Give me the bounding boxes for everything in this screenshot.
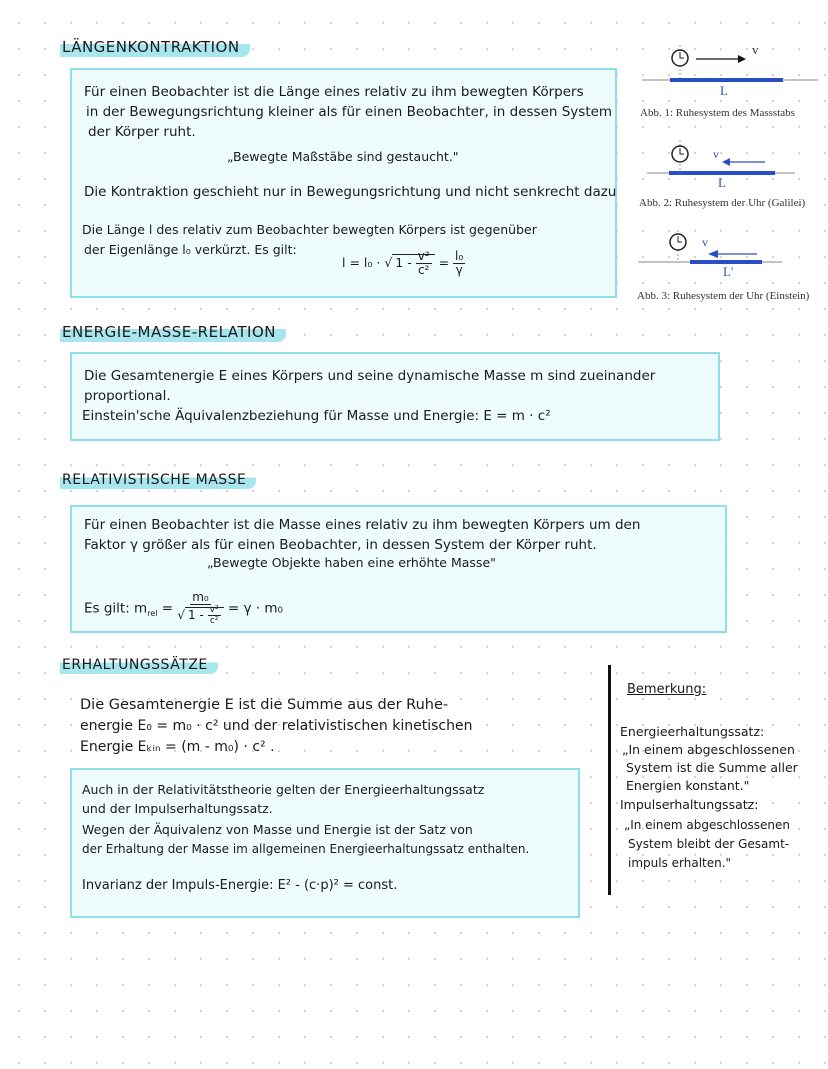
text-line: Die Gesamtenergie E ist die Summe aus der Ruhe- (80, 697, 449, 713)
velocity-label: v (752, 42, 759, 57)
text-line: Wegen der Äquivalenz von Masse und Energie ist der Satz von (82, 822, 473, 837)
text-line: Invarianz der Impuls-Energie: E² - (c·p)² = const. (82, 878, 398, 893)
text-line: Energie Eₖᵢₙ = (m - m₀) · c² . (80, 739, 275, 755)
box-laengenkontraktion (70, 68, 617, 298)
text-line: „In einem abgeschlossenen (624, 818, 790, 832)
box-erhaltungssaetze (70, 768, 580, 918)
text-line: der Körper ruht. (88, 124, 196, 140)
text-line: Impulserhaltungssatz: (620, 797, 759, 812)
text-line: der Eigenlänge l₀ verkürzt. Es gilt: (84, 242, 297, 257)
text-line: „In einem abgeschlossenen (622, 742, 795, 757)
figure-3 (638, 230, 782, 262)
figure-caption: Abb. 1: Ruhesystem des Massstabs (640, 107, 795, 119)
box-energie-masse (70, 352, 720, 441)
text-line: Faktor γ größer als für einen Beobachter, in dessen System der Körper ruht. (84, 537, 597, 553)
arrow-left-icon (722, 158, 730, 166)
text-line: System ist die Summe aller (626, 760, 798, 775)
divider (608, 665, 611, 895)
text-line: Die Länge l des relativ zum Beobachter bewegten Körpers ist gegenüber (82, 222, 537, 237)
text-line: der Erhaltung der Masse im allgemeinen Energieerhaltungssatz enthalten. (82, 842, 530, 856)
text-line: Für einen Beobachter ist die Länge eines relativ zu ihm bewegten Körpers (84, 84, 584, 100)
figure-2 (647, 140, 795, 173)
text-line: Die Kontraktion geschieht nur in Bewegungsrichtung und nicht senkrecht dazu (84, 184, 617, 200)
length-label: L (718, 175, 726, 190)
figure-caption: Abb. 2: Ruhesystem der Uhr (Galilei) (639, 197, 806, 209)
length-label: L (720, 83, 728, 98)
text-line: Energieerhaltungssatz: (620, 724, 765, 739)
text-line: Einstein'sche Äquivalenzbeziehung für Masse und Energie: E = m · c² (82, 408, 551, 424)
text-line: Auch in der Relativitätstheorie gelten der Energieerhaltungssatz (82, 782, 485, 797)
text-line: System bleibt der Gesamt- (628, 837, 790, 851)
formula-length: l = l₀ · √ 1 - $\frac{\text{v²}}{\text{c²}}$ = $\frac{\text{l₀}}{\gamma}$ (342, 249, 464, 277)
text-line: Energien konstant." (626, 778, 750, 793)
heading-laengenkontraktion: LÄNGENKONTRAKTION (60, 37, 250, 57)
velocity-label: v (713, 147, 719, 161)
text-line: Für einen Beobachter ist die Masse eines relativ zu ihm bewegten Körpers um den (84, 517, 641, 533)
text-line: in der Bewegungsrichtung kleiner als für einen Beobachter, in dessen System (86, 104, 613, 120)
text-line: impuls erhalten." (628, 856, 732, 870)
quote: „Bewegte Objekte haben eine erhöhte Masse" (207, 555, 496, 570)
formula-mass: Es gilt: $m_{rel}$ = m₀ √ 1 - $\frac{\text{v²}}{\text{c²}}$ = γ · m₀ (84, 590, 283, 626)
text-line: proportional. (84, 388, 171, 404)
quote: „Bewegte Maßstäbe sind gestaucht." (227, 149, 459, 164)
heading-erhaltungssaetze: ERHALTUNGSSÄTZE (60, 656, 218, 674)
figure-caption: Abb. 3: Ruhesystem der Uhr (Einstein) (637, 290, 810, 302)
arrow-left-icon (708, 250, 718, 258)
text-line: und der Impulserhaltungssatz. (82, 801, 273, 816)
heading-relativistische-masse: RELATIVISTISCHE MASSE (60, 471, 256, 489)
length-label: L' (723, 264, 734, 279)
heading-energie-masse: ENERGIE-MASSE-RELATION (60, 322, 286, 342)
arrow-right-icon (738, 55, 746, 63)
figure-1 (642, 45, 818, 80)
text-line: energie E₀ = m₀ · c² und der relativistischen kinetischen (80, 718, 473, 734)
velocity-label: v (702, 235, 708, 249)
box-relativistische-masse (70, 505, 727, 633)
text-line: Die Gesamtenergie E eines Körpers und seine dynamische Masse m sind zueinander (84, 368, 656, 384)
bemerkung-title: Bemerkung: (627, 682, 707, 697)
